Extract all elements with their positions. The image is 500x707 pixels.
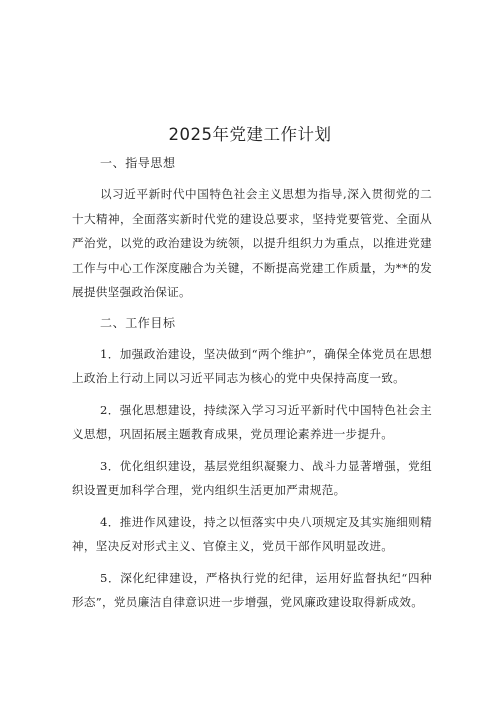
guiding-ideology-paragraph: 以习近平新时代中国特色社会主义思想为指导,深入贯彻党的二十大精神，全面落实新时代党的建设总要求，坚持党要管党、全面从严治党，以党的政治建设为统领，以提升组织力为重点，以推进党建工作与中心工作深度融合为关键，不断提高党建工作质量，为**的发展提供坚强政治保证。 xyxy=(72,187,432,299)
section-heading-guiding-ideology: 一、指导思想 xyxy=(100,156,176,170)
goal-item-organizational-building: 3．优化组织建设，基层党组织凝聚力、战斗力显著增强，党组织设置更加科学合理，党内组织生活更加严肃规范。 xyxy=(72,458,432,497)
goal-item-political-building: 1．加强政治建设，坚决做到“两个维护”，确保全体党员在思想上政治上行动上同以习近平同志为核心的党中央保持高度一致。 xyxy=(72,346,432,385)
goal-item-discipline-building: 5．深化纪律建设，严格执行党的纪律，运用好监督执纪“四种形态”，党员廉洁自律意识进一步增强，党风廉政建设取得新成效。 xyxy=(72,570,432,609)
document-body xyxy=(72,152,432,622)
document-title: 2025年党建工作计划 xyxy=(168,125,332,144)
goal-item-style-building: 4．推进作风建设，持之以恒落实中央八项规定及其实施细则精神，坚决反对形式主义、官僚主义，党员干部作风明显改进。 xyxy=(72,514,432,553)
goal-item-ideological-building: 2．强化思想建设，持续深入学习习近平新时代中国特色社会主义思想，巩固拓展主题教育成果，党员理论素养进一步提升。 xyxy=(72,402,432,441)
section-heading-work-goals: 二、工作目标 xyxy=(100,315,176,330)
